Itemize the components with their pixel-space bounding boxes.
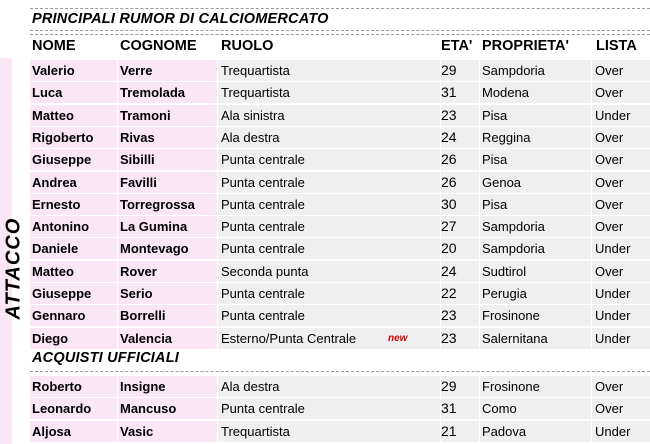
cell-ruolo: Esterno/Punta Centrale	[218, 328, 440, 349]
header-ruolo: RUOLO	[221, 38, 274, 54]
cell-proprieta: Pisa	[480, 149, 591, 170]
cell-eta: 20	[441, 238, 479, 259]
cell-nome: Aljosa	[30, 421, 117, 442]
cell-proprieta: Salernitana	[480, 328, 591, 349]
cell-cognome: Sibilli	[118, 149, 217, 170]
cell-proprieta: Sampdoria	[480, 60, 591, 81]
cell-proprieta: Frosinone	[480, 376, 591, 397]
cell-eta: 26	[441, 149, 479, 170]
cell-lista: Over	[592, 127, 650, 148]
table-row	[30, 283, 650, 305]
cell-lista: Under	[592, 283, 650, 304]
cell-nome: Rigoberto	[30, 127, 117, 148]
divider-under-title	[30, 30, 650, 31]
cell-cognome: Valencia	[118, 328, 217, 349]
cell-nome: Daniele	[30, 238, 117, 259]
header-lista: LISTA	[596, 38, 637, 54]
cell-nome: Matteo	[30, 261, 117, 282]
cell-lista: Over	[592, 376, 650, 397]
header-nome: NOME	[32, 38, 76, 54]
cell-eta: 26	[441, 172, 479, 193]
cell-cognome: La Gumina	[118, 216, 217, 237]
cell-proprieta: Padova	[480, 421, 591, 442]
table-row	[30, 105, 650, 127]
cell-lista: Over	[592, 216, 650, 237]
cell-ruolo: Punta centrale	[218, 238, 440, 259]
divider-above-header	[30, 34, 650, 35]
cell-ruolo: Punta centrale	[218, 216, 440, 237]
cell-eta: 31	[441, 398, 479, 419]
cell-lista: Under	[592, 305, 650, 326]
divider-official	[30, 371, 650, 372]
cell-lista: Under	[592, 105, 650, 126]
cell-proprieta: Sampdoria	[480, 238, 591, 259]
table-row	[30, 216, 650, 238]
cell-eta: 29	[441, 60, 479, 81]
divider-top	[30, 8, 650, 9]
cell-lista: Over	[592, 261, 650, 282]
table-row	[30, 398, 650, 420]
cell-cognome: Tremolada	[118, 82, 217, 103]
cell-proprieta: Frosinone	[480, 305, 591, 326]
cell-nome: Andrea	[30, 172, 117, 193]
table-row	[30, 238, 650, 260]
cell-lista: Over	[592, 172, 650, 193]
cell-lista: Under	[592, 328, 650, 349]
cell-ruolo: Trequartista	[218, 60, 440, 81]
cell-cognome: Borrelli	[118, 305, 217, 326]
cell-cognome: Montevago	[118, 238, 217, 259]
cell-eta: 23	[441, 305, 479, 326]
header-cognome: COGNOME	[120, 38, 197, 54]
cell-eta: 31	[441, 82, 479, 103]
cell-cognome: Insigne	[118, 376, 217, 397]
cell-nome: Antonino	[30, 216, 117, 237]
cell-cognome: Mancuso	[118, 398, 217, 419]
header-proprieta: PROPRIETA'	[482, 38, 569, 54]
cell-eta: 21	[441, 421, 479, 442]
cell-proprieta: Reggina	[480, 127, 591, 148]
cell-proprieta: Pisa	[480, 194, 591, 215]
cell-ruolo: Punta centrale	[218, 149, 440, 170]
cell-nome: Roberto	[30, 376, 117, 397]
table-row	[30, 328, 650, 350]
cell-cognome: Vasic	[118, 421, 217, 442]
cell-nome: Ernesto	[30, 194, 117, 215]
cell-eta: 29	[441, 376, 479, 397]
table-row	[30, 60, 650, 82]
cell-eta: 23	[441, 328, 479, 349]
cell-lista: Over	[592, 149, 650, 170]
cell-ruolo: Punta centrale	[218, 283, 440, 304]
table-row	[30, 149, 650, 171]
cell-cognome: Torregrossa	[118, 194, 217, 215]
table-row	[30, 421, 650, 443]
cell-nome: Gennaro	[30, 305, 117, 326]
cell-nome: Valerio	[30, 60, 117, 81]
cell-ruolo: Seconda punta	[218, 261, 440, 282]
cell-eta: 27	[441, 216, 479, 237]
cell-lista: Over	[592, 194, 650, 215]
cell-lista: Over	[592, 398, 650, 419]
cell-lista: Under	[592, 421, 650, 442]
cell-nome: Giuseppe	[30, 283, 117, 304]
official-section-title: ACQUISTI UFFICIALI	[32, 350, 179, 366]
cell-proprieta: Como	[480, 398, 591, 419]
rumor-section-title: PRINCIPALI RUMOR DI CALCIOMERCATO	[32, 11, 329, 27]
cell-eta: 24	[441, 127, 479, 148]
cell-cognome: Rivas	[118, 127, 217, 148]
cell-ruolo: Ala destra	[218, 127, 440, 148]
cell-ruolo: Ala destra	[218, 376, 440, 397]
section-side-label: ATTACCO	[2, 217, 25, 320]
cell-proprieta: Perugia	[480, 283, 591, 304]
cell-cognome: Serio	[118, 283, 217, 304]
cell-ruolo: Punta centrale	[218, 194, 440, 215]
cell-ruolo: Trequartista	[218, 421, 440, 442]
table-row	[30, 261, 650, 283]
cell-eta: 30	[441, 194, 479, 215]
new-badge: new	[388, 332, 408, 344]
cell-ruolo: Ala sinistra	[218, 105, 440, 126]
cell-proprieta: Genoa	[480, 172, 591, 193]
cell-ruolo: Punta centrale	[218, 398, 440, 419]
cell-proprieta: Pisa	[480, 105, 591, 126]
cell-ruolo: Trequartista	[218, 82, 440, 103]
cell-nome: Giuseppe	[30, 149, 117, 170]
cell-eta: 23	[441, 105, 479, 126]
cell-proprieta: Sampdoria	[480, 216, 591, 237]
cell-cognome: Rover	[118, 261, 217, 282]
cell-proprieta: Modena	[480, 82, 591, 103]
header-eta: ETA'	[441, 38, 473, 54]
cell-nome: Leonardo	[30, 398, 117, 419]
cell-ruolo: Punta centrale	[218, 305, 440, 326]
cell-nome: Matteo	[30, 105, 117, 126]
cell-cognome: Tramoni	[118, 105, 217, 126]
cell-lista: Over	[592, 60, 650, 81]
table-row	[30, 172, 650, 194]
cell-eta: 24	[441, 261, 479, 282]
table-row	[30, 305, 650, 327]
table-row	[30, 376, 650, 398]
cell-cognome: Favilli	[118, 172, 217, 193]
table-row	[30, 82, 650, 104]
cell-proprieta: Sudtirol	[480, 261, 591, 282]
cell-cognome: Verre	[118, 60, 217, 81]
cell-ruolo: Punta centrale	[218, 172, 440, 193]
table-row	[30, 127, 650, 149]
cell-nome: Diego	[30, 328, 117, 349]
table-row	[30, 194, 650, 216]
cell-lista: Over	[592, 82, 650, 103]
cell-nome: Luca	[30, 82, 117, 103]
cell-eta: 22	[441, 283, 479, 304]
cell-lista: Under	[592, 238, 650, 259]
